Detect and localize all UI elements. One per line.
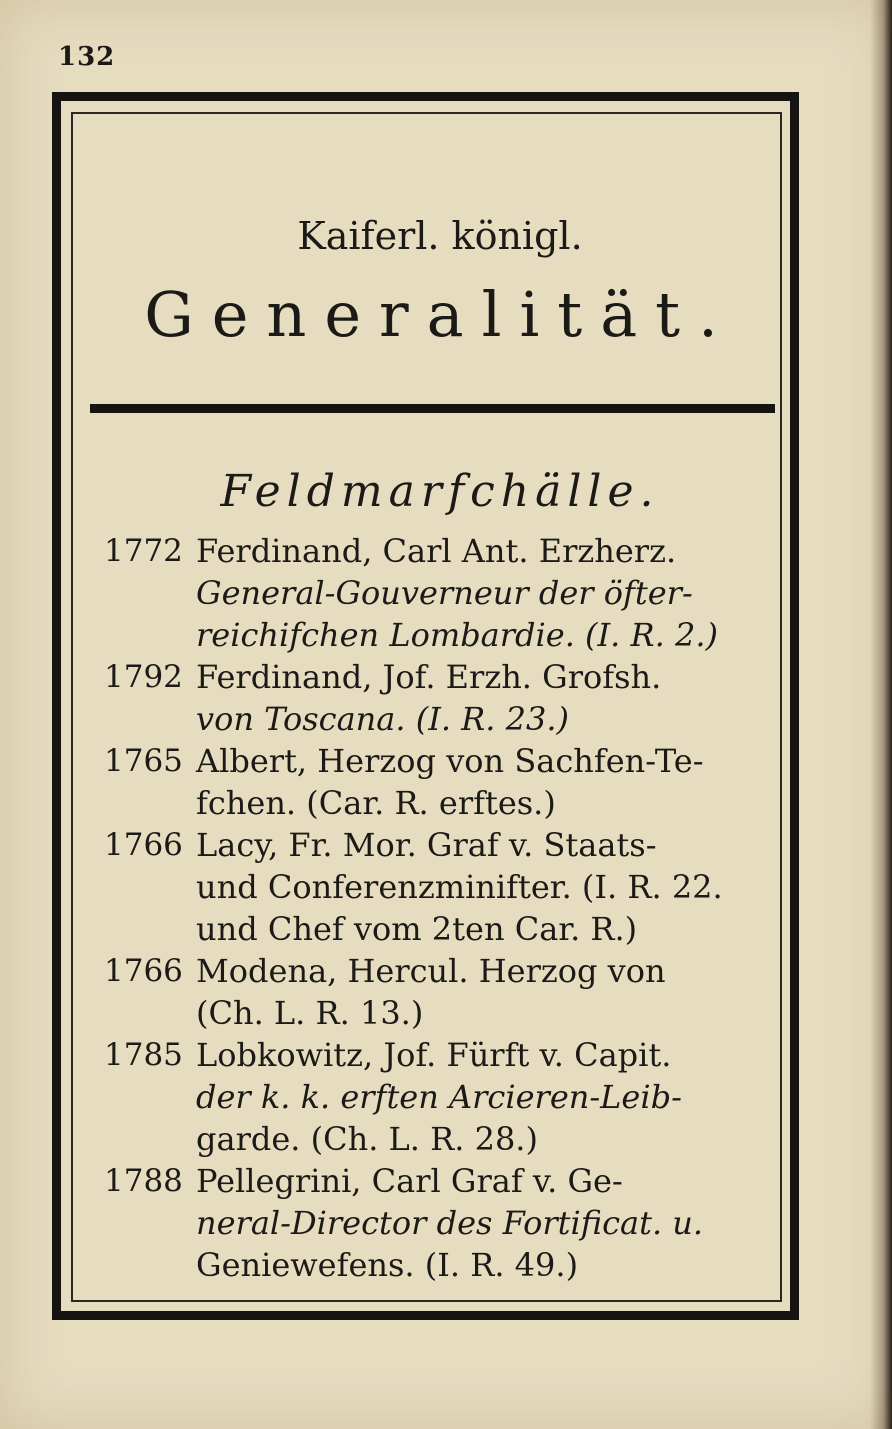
entry-line: General-Gouverneur der öfter-	[196, 574, 693, 612]
entry-line: Ferdinand, Jof. Erzh. Grofsh.	[196, 658, 662, 696]
list-item	[104, 1034, 784, 1160]
list-item	[104, 530, 784, 656]
entry-year: 1766	[104, 953, 183, 989]
entry-line: Ferdinand, Carl Ant. Erzherz.	[196, 532, 677, 570]
entry-year: 1772	[104, 533, 183, 569]
entry-line: Lacy, Fr. Mor. Graf v. Staats-	[196, 826, 657, 864]
entry-line: Lobkowitz, Jof. Fürft v. Capit.	[196, 1036, 672, 1074]
entry-line: (Ch. L. R. 13.)	[196, 994, 424, 1032]
heading-divider	[90, 404, 775, 413]
entry-list	[104, 530, 784, 1286]
entry-line: Modena, Hercul. Herzog von	[196, 952, 666, 990]
list-item	[104, 656, 784, 740]
entry-line: und Conferenzminifter. (I. R. 22.	[196, 868, 723, 906]
list-item	[104, 824, 784, 950]
entry-line: fchen. (Car. R. erftes.)	[196, 784, 556, 822]
entry-line: und Chef vom 2ten Car. R.)	[196, 910, 638, 948]
list-item	[104, 740, 784, 824]
entry-line: von Toscana. (I. R. 23.)	[196, 700, 569, 738]
entry-line: Pellegrini, Carl Graf v. Ge-	[196, 1162, 623, 1200]
entry-line: neral-Director des Fortificat. u.	[196, 1204, 704, 1242]
binding-shadow	[870, 0, 892, 1429]
entry-year: 1766	[104, 827, 183, 863]
entry-line: Albert, Herzog von Sachfen-Te-	[196, 742, 704, 780]
entry-year: 1788	[104, 1163, 183, 1199]
list-item	[104, 950, 784, 1034]
entry-year: 1765	[104, 743, 183, 779]
entry-line: garde. (Ch. L. R. 28.)	[196, 1120, 538, 1158]
entry-line: der k. k. erften Arcieren-Leib-	[196, 1078, 682, 1116]
heading-line1: Kaiferl. königl.	[297, 214, 583, 258]
heading-line2: Generalität.	[144, 278, 736, 351]
entry-year: 1785	[104, 1037, 183, 1073]
entry-year: 1792	[104, 659, 183, 695]
section-title: Feldmarfchälle.	[220, 466, 660, 517]
entry-line: reichifchen Lombardie. (I. R. 2.)	[196, 616, 718, 654]
list-item	[104, 1160, 784, 1286]
page-number: 132	[58, 42, 116, 72]
entry-line: Geniewefens. (I. R. 49.)	[196, 1246, 579, 1284]
